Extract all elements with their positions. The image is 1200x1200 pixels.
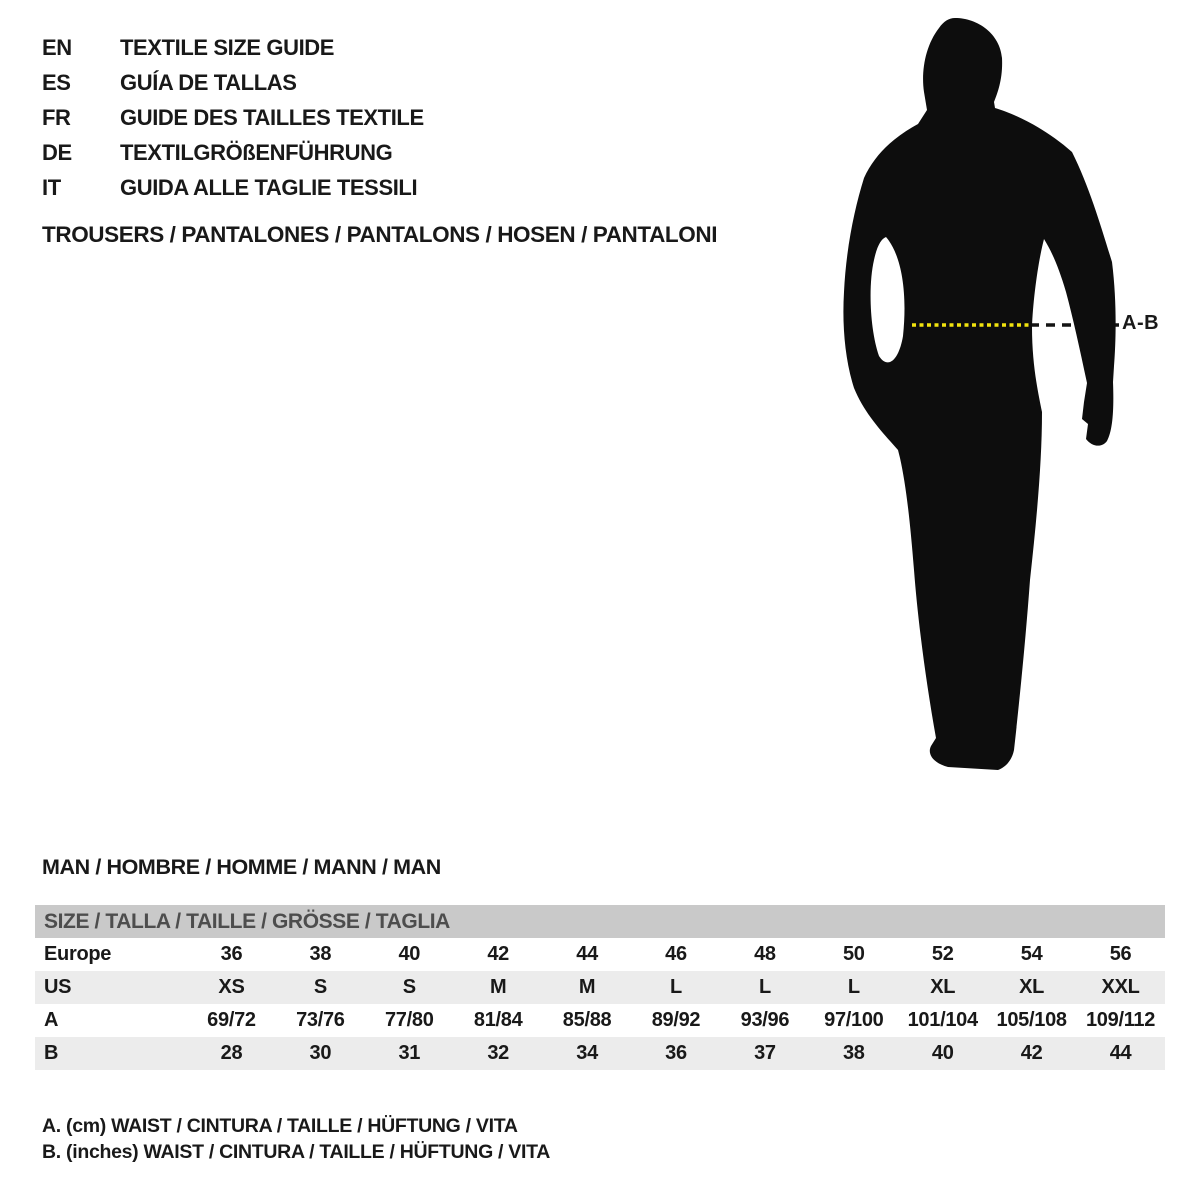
size-table: [35, 905, 1165, 1070]
table-cell: 36: [665, 1042, 687, 1064]
table-cell: M: [489, 976, 507, 998]
table-cell: 31: [398, 1042, 421, 1064]
table-cell: 85/88: [562, 1009, 612, 1031]
table-cell: XS: [218, 976, 245, 998]
table-cell: 52: [931, 943, 954, 965]
table-cell: L: [758, 976, 771, 998]
table-cell: XL: [1019, 976, 1045, 998]
language-label: GUIDE DES TAILLES TEXTILE: [120, 104, 424, 130]
language-label: GUIDA ALLE TAGLIE TESSILI: [120, 174, 418, 200]
table-cell: 81/84: [473, 1009, 523, 1031]
table-cell: 109/112: [1085, 1009, 1156, 1031]
language-row: [42, 135, 424, 170]
language-row: [42, 30, 424, 65]
table-cell: 73/76: [296, 1009, 345, 1031]
table-row-us: [35, 971, 1165, 1004]
language-row: [42, 65, 424, 100]
table-cell: 38: [309, 943, 332, 965]
table-cell: L: [847, 976, 860, 998]
size-table-header: SIZE / TALLA / TAILLE / GRÖSSE / TAGLIA: [35, 905, 1165, 938]
footnote-b: B. (inches) WAIST / CINTURA / TAILLE / HÜFTUNG / VITA: [42, 1141, 551, 1163]
man-silhouette-path: [843, 18, 1115, 770]
table-cell: 50: [842, 943, 865, 965]
table-cell: 69/72: [207, 1009, 256, 1031]
language-code: FR: [42, 104, 71, 130]
table-cell: 30: [309, 1042, 332, 1064]
row-label: US: [44, 976, 72, 998]
language-code: DE: [42, 139, 72, 165]
table-cell: 28: [220, 1042, 243, 1064]
language-code: EN: [42, 34, 72, 60]
table-cell: L: [670, 976, 682, 998]
language-row: [42, 170, 424, 205]
table-cell: 48: [754, 943, 776, 965]
footnotes: [42, 1113, 550, 1165]
table-cell: 40: [398, 943, 421, 965]
table-cell: M: [578, 976, 596, 998]
table-cell: 37: [754, 1042, 776, 1064]
table-cell: 34: [576, 1042, 598, 1064]
table-row-b-inches: [35, 1037, 1165, 1070]
row-label: Europe: [44, 943, 112, 965]
table-cell: S: [313, 976, 327, 998]
language-code: ES: [42, 69, 71, 95]
language-code: IT: [42, 174, 61, 200]
man-silhouette-svg: [830, 10, 1175, 780]
table-cell: 105/108: [996, 1009, 1067, 1031]
man-silhouette-figure: [830, 10, 1175, 780]
table-cell: 44: [576, 943, 598, 965]
footnote-a: A. (cm) WAIST / CINTURA / TAILLE / HÜFTUNG / VITA: [42, 1115, 518, 1137]
table-cell: 38: [842, 1042, 865, 1064]
row-label: A: [44, 1009, 59, 1031]
table-cell: 32: [487, 1042, 509, 1064]
table-cell: 40: [931, 1042, 954, 1064]
table-cell: S: [402, 976, 416, 998]
table-cell: 46: [665, 943, 687, 965]
row-label: B: [44, 1042, 59, 1064]
table-cell: 93/96: [740, 1009, 790, 1031]
measure-label: A-B: [1122, 312, 1160, 334]
table-cell: 36: [220, 943, 243, 965]
table-cell: 97/100: [824, 1009, 884, 1031]
language-label: TEXTILE SIZE GUIDE: [120, 34, 335, 60]
section-title: MAN / HOMBRE / HOMME / MANN / MAN: [42, 855, 441, 879]
language-label: TEXTILGRÖßENFÜHRUNG: [120, 139, 393, 165]
language-list: [42, 30, 424, 205]
table-cell: XL: [930, 976, 956, 998]
category-title: TROUSERS / PANTALONES / PANTALONS / HOSEN / PANTALONI: [42, 222, 718, 247]
table-cell: 101/104: [907, 1009, 978, 1031]
table-cell: XXL: [1101, 976, 1140, 998]
language-row: [42, 100, 424, 135]
table-cell: 89/92: [651, 1009, 701, 1031]
table-cell: 77/80: [384, 1009, 434, 1031]
table-cell: 42: [487, 943, 509, 965]
language-label: GUÍA DE TALLAS: [120, 69, 297, 95]
table-cell: 42: [1020, 1042, 1043, 1064]
table-cell: 54: [1020, 943, 1043, 965]
table-cell: 56: [1109, 943, 1132, 965]
table-cell: 44: [1109, 1042, 1132, 1064]
table-row-europe: [35, 938, 1165, 971]
table-row-a-cm: [35, 1004, 1165, 1037]
